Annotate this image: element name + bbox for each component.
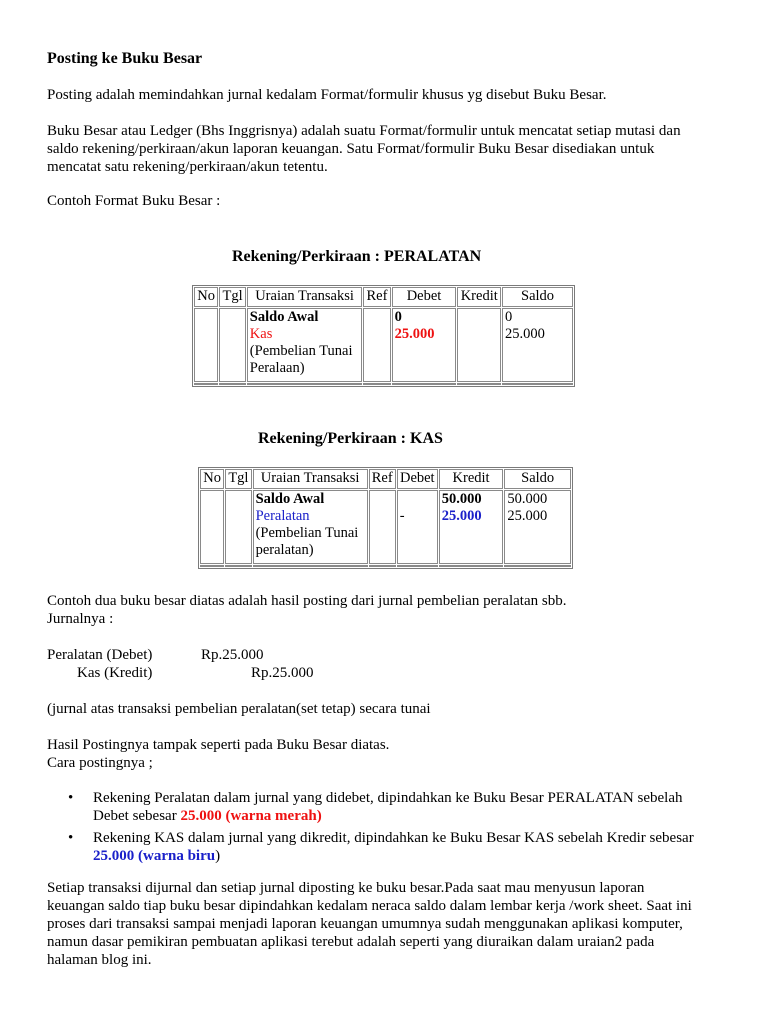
cell-debet [392,308,457,382]
journal-debit-account: Peralatan (Debet) [47,647,153,663]
cell-saldo [504,490,571,564]
ledger-kas-title: Rekening/Perkiraan : KAS [258,430,443,447]
journal-note: (jurnal atas transaksi pembelian peralatan(set tetap) secara tunai [47,701,431,717]
cell-saldo [502,308,573,382]
closing-line: halaman blog ini. [47,952,152,968]
step-line: Rekening KAS dalam jurnal yang dikredit, dipindahkan ke Buku Besar KAS sebelah Kredir sebesar [93,830,694,846]
posting-note-line: Jurnalnya : [47,611,114,627]
cell-kredit [439,490,504,564]
step-prefix: Debet sebesar [93,808,181,824]
cell-no [194,308,218,382]
header-saldo: Saldo [504,469,571,489]
closing-paragraph [47,879,727,969]
header-saldo: Saldo [502,287,573,307]
posting-note-line: Contoh dua buku besar diatas adalah hasil posting dari jurnal pembelian peralatan sbb. [47,593,567,609]
cell-tgl [225,490,251,564]
cell-ref [363,308,390,382]
result-paragraph [47,736,727,772]
step-highlight-blue: 25.000 (warna biru [93,848,216,864]
table-row [194,308,573,382]
uraian-saldo-awal: Saldo Awal [255,491,325,507]
header-kredit: Kredit [439,469,504,489]
table-header-row [200,469,571,489]
page-title: Posting ke Buku Besar [47,50,203,67]
debet-value-highlight: 25.000 [394,326,435,342]
bullet-icon: • [68,830,74,846]
ledger-peralatan-title: Rekening/Perkiraan : PERALATAN [232,248,482,265]
closing-line: Setiap transaksi dijurnal dan setiap jurnal diposting ke buku besar.Pada saat mau menyusun laporan [47,880,645,896]
result-line: Hasil Postingnya tampak seperti pada Buku Besar diatas. [47,737,390,753]
header-ref: Ref [363,287,390,307]
closing-line: namun dasar pemikiran pembuatan aplikasi terebut adalah seperti yang diuraikan dalam uraian2 pada [47,934,655,950]
cell-uraian [253,490,368,564]
closing-line: proses dari transaksi sampai menjadi laporan keuangan umumnya sudah menggunakan aplikasi komputer, [47,916,683,932]
closing-line: keuangan saldo tiap buku besar dipindahkan kedalam neraca saldo dalam lembar kerja /work sheet. Saat ini [47,898,692,914]
cell-kredit [457,308,501,382]
step-line: Rekening Peralatan dalam jurnal yang didebet, dipindahkan ke Buku Besar PERALATAN sebelah [93,790,683,806]
saldo-value: 50.000 [507,491,548,507]
uraian-peralatan: Peralatan [255,508,310,524]
list-item [47,789,727,825]
definition-line: Buku Besar atau Ledger (Bhs Inggrisnya) adalah suatu Format/formulir untuk mencatat setiap mutasi dan [47,123,681,139]
uraian-desc: Peralaan) [249,360,305,376]
ledger-peralatan-table [192,285,575,387]
step-highlight-red: 25.000 (warna merah) [180,808,322,824]
definition-line: mencatat satu rekening/perkiraan/akun tetentu. [47,159,328,175]
uraian-kas: Kas [249,326,273,342]
header-uraian: Uraian Transaksi [247,287,363,307]
table-footer-row [194,383,573,385]
result-line: Cara postingnya ; [47,755,153,771]
header-kredit: Kredit [457,287,501,307]
journal-credit-account: Kas (Kredit) [77,665,153,681]
cell-no [200,490,224,564]
posting-note [47,592,727,628]
header-no: No [194,287,218,307]
table-header-row [194,287,573,307]
step-suffix: ) [215,848,221,864]
cell-uraian [247,308,363,382]
list-item [47,829,727,865]
cell-ref [369,490,396,564]
saldo-value: 0 [505,309,513,325]
uraian-desc: (Pembelian Tunai [255,525,359,541]
debet-value: - [399,508,405,524]
uraian-desc: (Pembelian Tunai [249,343,353,359]
header-tgl: Tgl [219,287,245,307]
kredit-value-highlight: 25.000 [441,508,482,524]
definition-paragraph [47,122,727,176]
steps-list [47,789,727,869]
definition-line: saldo rekening/perkiraan/akun laporan keuangan. Satu Format/formulir Buku Besar disediakan untuk [47,141,655,157]
header-debet: Debet [392,287,457,307]
journal-debit-amount: Rp.25.000 [201,647,264,663]
uraian-saldo-awal: Saldo Awal [249,309,319,325]
kredit-value: 50.000 [441,491,482,507]
intro-paragraph: Posting adalah memindahkan jurnal kedalam Format/formulir khusus yg disebut Buku Besar. [47,87,607,103]
saldo-value: 25.000 [507,508,548,524]
bullet-icon: • [68,790,74,806]
debet-value: 0 [394,309,402,325]
saldo-value: 25.000 [505,326,545,342]
cell-debet [397,490,438,564]
step-line [93,807,727,825]
header-debet: Debet [397,469,438,489]
example-label: Contoh Format Buku Besar : [47,193,221,209]
header-uraian: Uraian Transaksi [253,469,368,489]
header-ref: Ref [369,469,396,489]
header-no: No [200,469,224,489]
ledger-kas-table [198,467,573,569]
cell-tgl [219,308,245,382]
journal-credit-amount: Rp.25.000 [251,665,314,681]
uraian-desc: peralatan) [255,542,314,558]
header-tgl: Tgl [225,469,251,489]
table-footer-row [200,565,571,567]
table-row [200,490,571,564]
step-line [93,847,727,865]
